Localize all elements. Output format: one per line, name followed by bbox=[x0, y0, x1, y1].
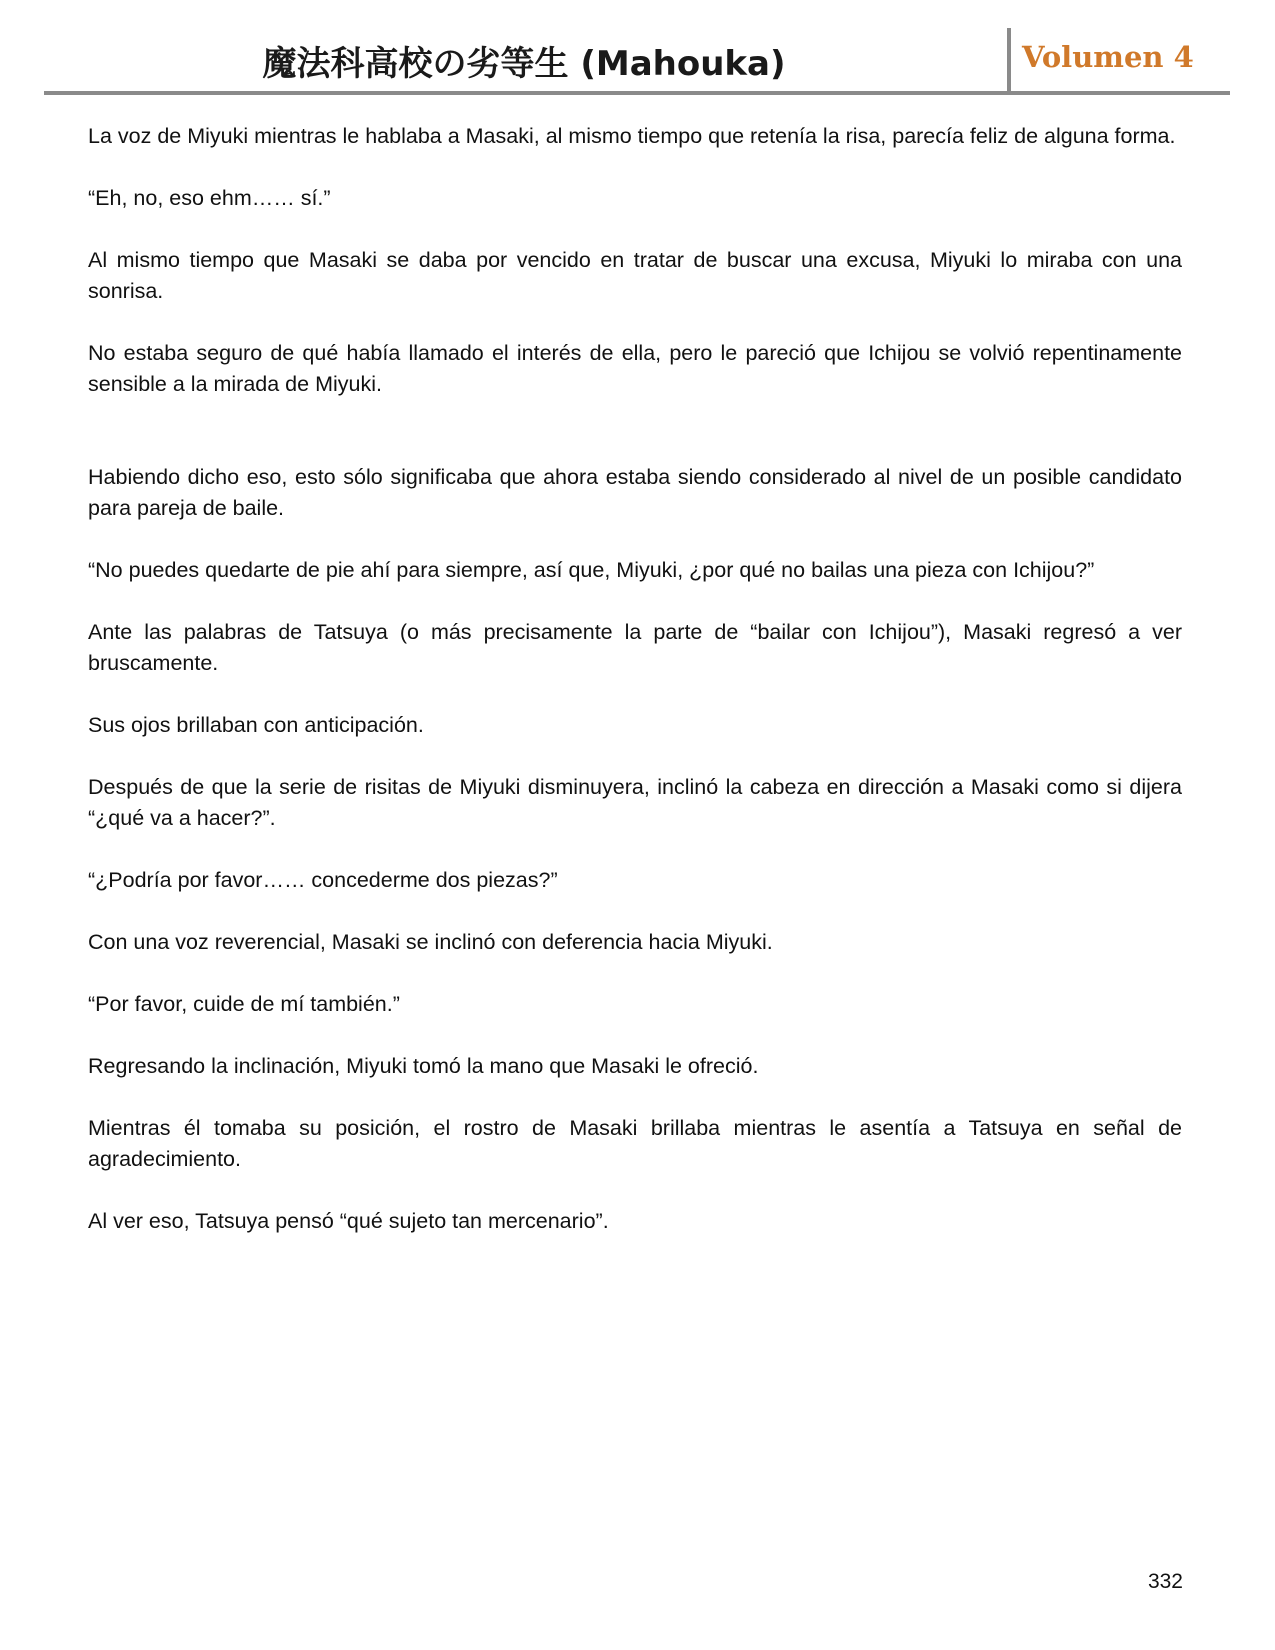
paragraph: Sus ojos brillaban con anticipación. bbox=[88, 713, 424, 737]
paragraph: Mientras él tomaba su posición, el rostro de Masaki brillaba mientras le asentía a Tatsuya en señal de agradecimiento. bbox=[88, 1116, 1182, 1171]
paragraph: Al mismo tiempo que Masaki se daba por vencido en tratar de buscar una excusa, Miyuki lo miraba con una sonrisa. bbox=[88, 248, 1182, 303]
page-body bbox=[88, 121, 1182, 1268]
paragraph: “Eh, no, eso ehm…… sí.” bbox=[88, 186, 331, 210]
paragraph: Después de que la serie de risitas de Miyuki disminuyera, inclinó la cabeza en dirección a Masaki como si dijera “¿qué va a hacer?”. bbox=[88, 775, 1182, 830]
header-divider bbox=[1007, 28, 1011, 92]
header-rule bbox=[44, 91, 1230, 95]
paragraph: Ante las palabras de Tatsuya (o más precisamente la parte de “bailar con Ichijou”), Masaki regresó a ver bruscamente. bbox=[88, 620, 1182, 675]
paragraph: Al ver eso, Tatsuya pensó “qué sujeto tan mercenario”. bbox=[88, 1209, 609, 1233]
paragraph: “No puedes quedarte de pie ahí para siempre, así que, Miyuki, ¿por qué no bailas una pieza con Ichijou?” bbox=[88, 558, 1095, 582]
page-number: 332 bbox=[1147, 1570, 1183, 1593]
paragraph: Regresando la inclinación, Miyuki tomó la mano que Masaki le ofreció. bbox=[88, 1054, 759, 1078]
paragraph: “¿Podría por favor…… concederme dos piezas?” bbox=[88, 868, 558, 892]
header-volume: Volumen 4 bbox=[1022, 40, 1194, 74]
header-title: 魔法科高校の劣等生 (Mahouka) bbox=[262, 44, 786, 84]
paragraph: “Por favor, cuide de mí también.” bbox=[88, 992, 400, 1016]
page-header bbox=[44, 28, 1230, 92]
paragraph: No estaba seguro de qué había llamado el interés de ella, pero le pareció que Ichijou se volvió repentinamente sensible a la mirada de Miyuki. bbox=[88, 341, 1182, 396]
paragraph: La voz de Miyuki mientras le hablaba a Masaki, al mismo tiempo que retenía la risa, parecía feliz de alguna forma. bbox=[88, 124, 1176, 148]
paragraph: Habiendo dicho eso, esto sólo significaba que ahora estaba siendo considerado al nivel de un posible candidato para pareja de baile. bbox=[88, 465, 1182, 520]
paragraph: Con una voz reverencial, Masaki se inclinó con deferencia hacia Miyuki. bbox=[88, 930, 773, 954]
